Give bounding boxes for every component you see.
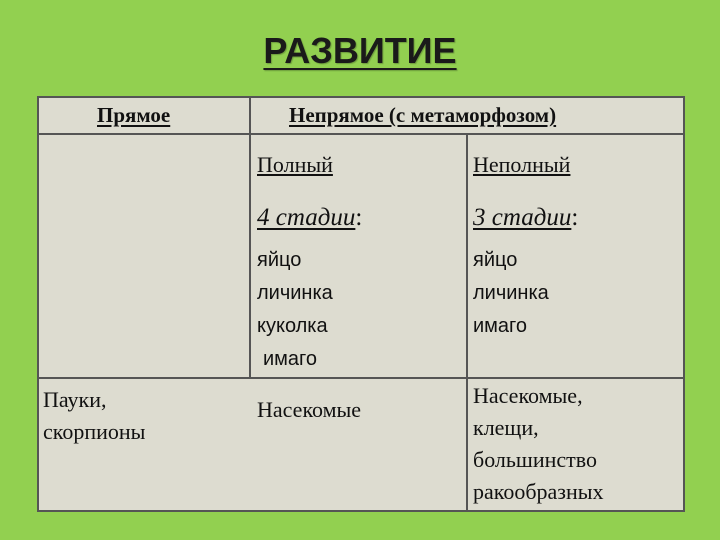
column-divider-sub	[466, 133, 468, 510]
direct-header: Прямое	[97, 103, 171, 127]
incomplete-stages	[473, 204, 578, 232]
header-divider	[37, 133, 685, 135]
list-item: куколка	[257, 315, 328, 337]
list-item: скорпионы	[43, 419, 146, 444]
incomplete-stages-text: 3 стадии	[473, 204, 572, 231]
list-item: яйцо	[257, 249, 302, 271]
list-item: Насекомые,	[473, 383, 583, 408]
list-item: личинка	[473, 282, 549, 304]
full-stage-list	[257, 244, 333, 376]
full-stages	[257, 204, 362, 232]
development-table	[37, 96, 685, 512]
incomplete-label-text: Неполный	[473, 152, 571, 177]
full-label-text: Полный	[257, 152, 333, 177]
row-divider	[37, 377, 685, 379]
list-item: имаго	[263, 348, 318, 370]
page-title: РАЗВИТИЕ	[263, 30, 457, 71]
incomplete-stage-list	[473, 244, 549, 343]
indirect-header: Непрямое (с метаморфозом)	[289, 103, 557, 127]
table-border-right	[683, 96, 685, 512]
list-item: Пауки,	[43, 387, 107, 412]
list-item: личинка	[257, 282, 333, 304]
incomplete-label	[473, 152, 570, 178]
list-item: большинство	[473, 447, 598, 472]
list-item: клещи,	[473, 415, 539, 440]
table-border-left	[37, 96, 39, 512]
full-examples: Насекомые	[257, 397, 362, 422]
full-label	[257, 152, 333, 178]
list-item: ракообразных	[473, 479, 604, 504]
full-stages-colon: :	[355, 204, 363, 231]
table-border-bottom	[37, 510, 685, 512]
column-divider-main	[249, 96, 251, 379]
table-border-top	[37, 96, 685, 98]
direct-examples	[43, 384, 145, 448]
full-stages-text: 4 стадии	[257, 204, 356, 231]
list-item: имаго	[473, 315, 528, 337]
incomplete-examples	[473, 380, 604, 508]
incomplete-stages-colon: :	[571, 204, 579, 231]
list-item: яйцо	[473, 249, 518, 271]
